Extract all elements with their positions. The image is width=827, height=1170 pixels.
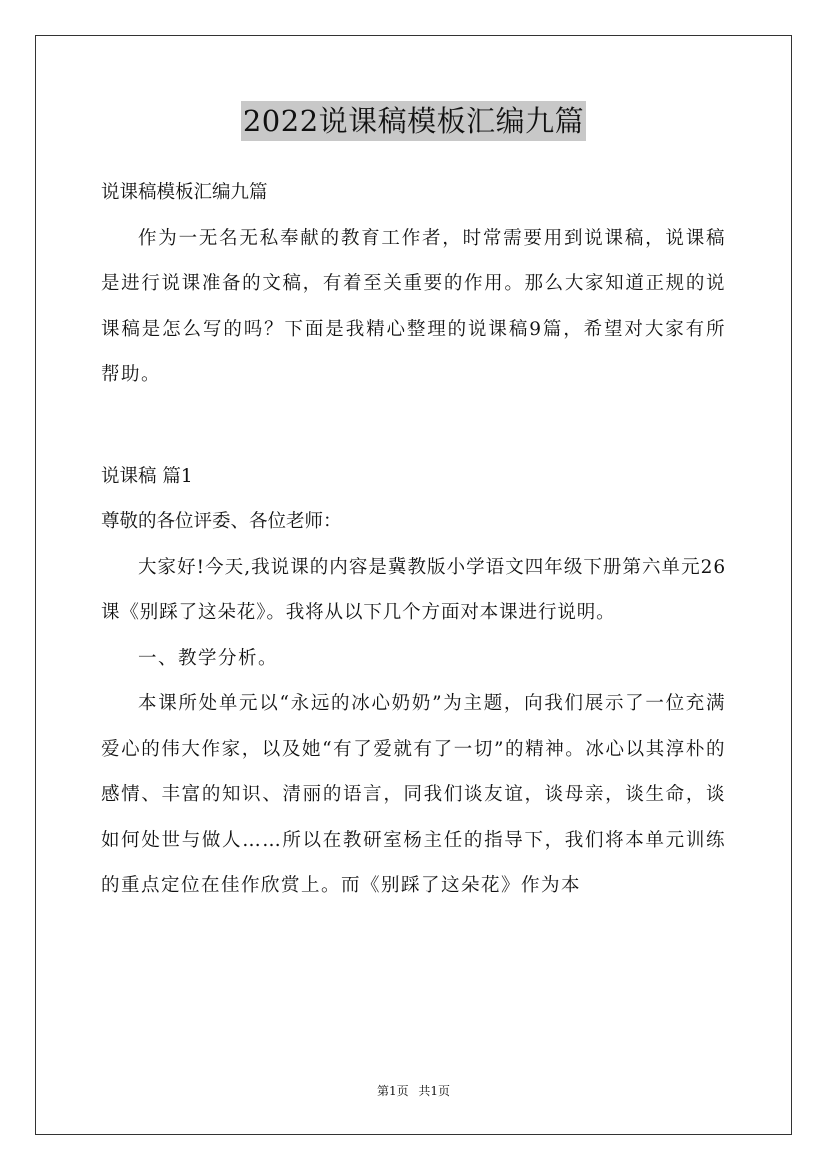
page-footer [0,1083,827,1099]
body-paragraph-1: 大家好!今天,我说课的内容是冀教版小学语文四年级下册第六单元26课《别踩了这朵花》。我将从以下几个方面对本课进行说明。 [101,556,726,623]
title-block [0,101,827,141]
section-heading: 说课稿 篇1 [101,465,193,487]
paragraph-gap [101,398,726,454]
intro-paragraph: 作为一无名无私奉献的教育工作者，时常需要用到说课稿，说课稿是进行说课准备的文稿，有着至关重要的作用。那么大家知道正规的说课稿是怎么写的吗？下面是我精心整理的说课稿9篇，希望对大家有所帮助。 [101,227,726,385]
body-paragraph-2: 一、教学分析。 [138,647,279,669]
page-number: 第1页 [376,1084,409,1098]
body-paragraph-3: 本课所处单元以“永远的冰心奶奶”为主题，向我们展示了一位充满爱心的伟大作家，以及她“有了爱就有了一切”的精神。冰心以其淳朴的感情、丰富的知识、清丽的语言，同我们谈友谊，谈母亲，谈生命，谈如何处世与做人……所以在教研室杨主任的指导下，我们将本单元训练的重点定位在佳作欣赏上。而《别踩了这朵花》作为本 [101,693,726,896]
page-total: 共1页 [418,1084,451,1098]
document-body [101,170,726,909]
document-subtitle: 说课稿模板汇编九篇 [101,182,268,203]
greeting-line: 尊敬的各位评委、各位老师： [101,511,342,532]
document-title: 2022说课稿模板汇编九篇 [241,101,586,141]
